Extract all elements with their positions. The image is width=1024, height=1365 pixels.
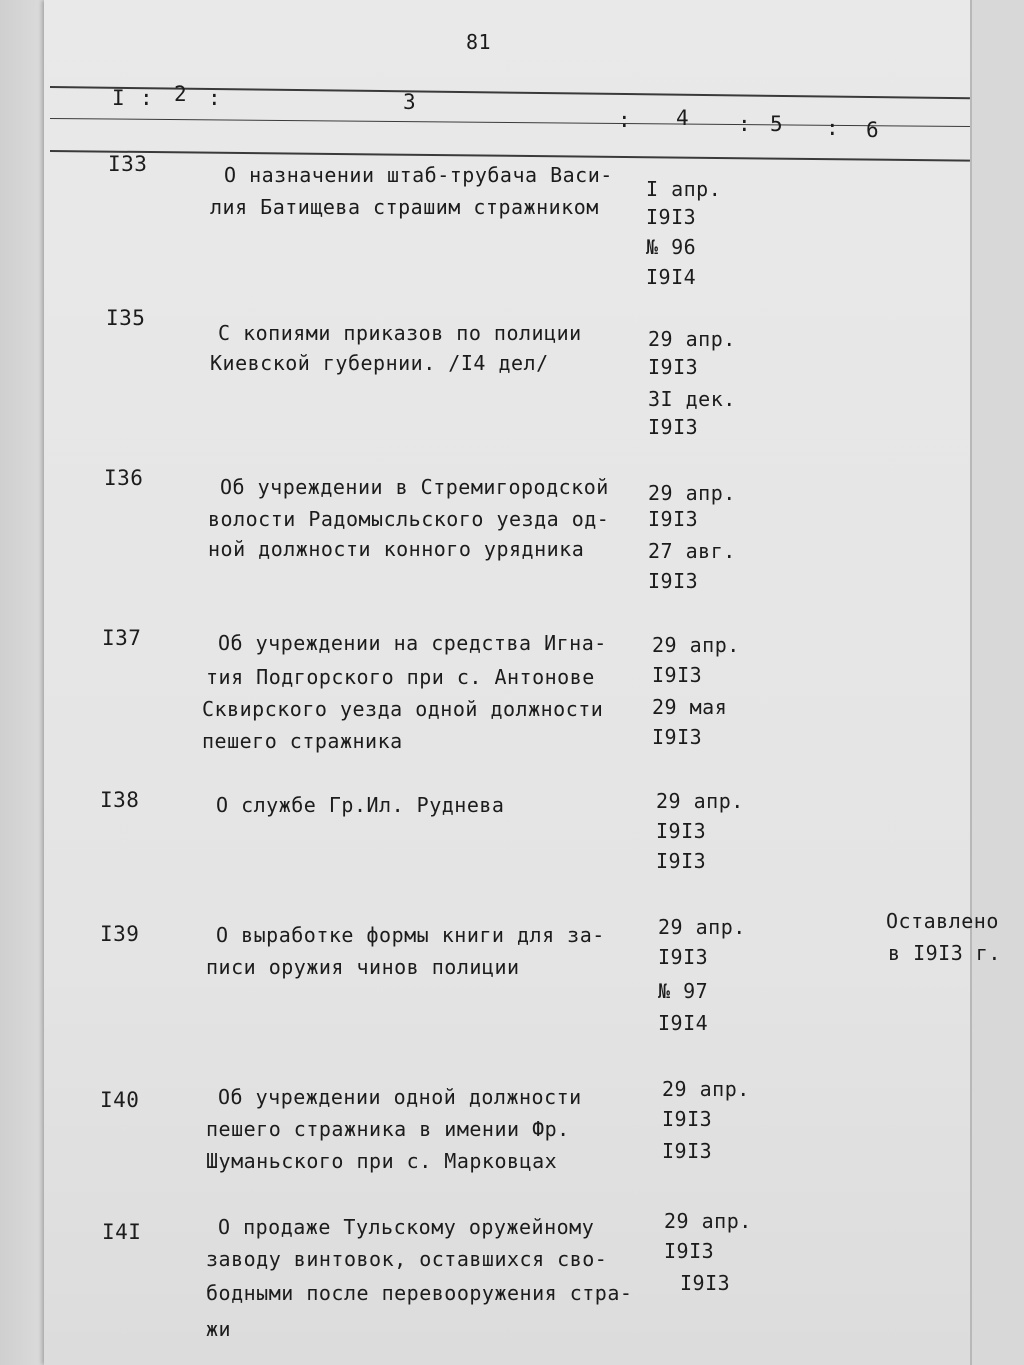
case-date-line: I9I3	[662, 1139, 713, 1163]
case-date-line: № 96	[646, 235, 697, 259]
case-title-line: тия Подгорского при с. Антонове	[206, 665, 595, 689]
case-date-line: 29 апр.	[656, 789, 744, 813]
case-number: I40	[100, 1088, 140, 1112]
case-date-line: № 97	[658, 979, 709, 1003]
case-title-line: Сквирского уезда одной должности	[202, 697, 604, 721]
column-header-6: 6	[866, 118, 880, 142]
case-date-line: 27 авг.	[648, 539, 736, 563]
case-note-line: Оставлено	[886, 909, 999, 933]
case-title-line: волости Радомысльского уезда од-	[208, 507, 610, 531]
column-header-5: 5	[770, 112, 784, 136]
case-title-line: лия Батищева страшим стражником	[210, 195, 599, 219]
case-date-line: 29 мая	[652, 695, 728, 719]
case-note-line: в I9I3 г.	[888, 941, 1001, 965]
case-number: I39	[100, 922, 140, 946]
case-date-line: I9I3	[656, 849, 707, 873]
case-title-line: С копиями приказов по полиции	[218, 321, 582, 345]
case-date-line: I9I3	[664, 1239, 715, 1263]
case-date-line: 29 апр.	[662, 1077, 750, 1101]
column-header-separator: :	[618, 108, 632, 132]
column-header-3: 3	[403, 90, 417, 114]
case-title-line: О назначении штаб-трубача Васи-	[224, 163, 613, 187]
case-number: I38	[100, 788, 140, 812]
case-date-line: 29 апр.	[648, 327, 736, 351]
case-date-line: I9I3	[652, 725, 703, 749]
case-date-line: I9I3	[648, 569, 699, 593]
case-number: I35	[106, 306, 146, 330]
case-date-line: I9I3	[648, 415, 699, 439]
case-date-line: I9I3	[662, 1107, 713, 1131]
case-date-line: I9I3	[648, 507, 699, 531]
next-page-edge	[970, 0, 1024, 1365]
column-header-separator: :	[208, 86, 222, 110]
case-date-line: I9I3	[652, 663, 703, 687]
case-title-line: писи оружия чинов полиции	[206, 955, 520, 979]
case-title-line: бодными после перевооружения стра-	[206, 1281, 633, 1305]
case-title-line: пешего стражника	[202, 729, 403, 753]
case-title-line: ной должности конного урядника	[208, 537, 585, 561]
case-title-line: Об учреждении в Стремигородской	[220, 475, 609, 499]
case-date-line: I9I4	[646, 265, 697, 289]
case-date-line: I9I3	[656, 819, 707, 843]
case-number: I4I	[102, 1220, 142, 1244]
column-header-4: 4	[676, 106, 690, 130]
case-title-line: заводу винтовок, оставшихся сво-	[206, 1247, 608, 1271]
case-title-line: О службе Гр.Ил. Руднева	[216, 793, 505, 817]
case-title-line: О выработке формы книги для за-	[216, 923, 605, 947]
case-date-line: I апр.	[646, 177, 722, 201]
case-title-line: пешего стражника в имении Фр.	[206, 1117, 570, 1141]
case-title-line: Шуманьского при с. Марковцах	[206, 1149, 558, 1173]
case-date-line: I9I3	[646, 205, 697, 229]
case-number: I33	[108, 152, 148, 176]
column-header-separator: :	[140, 86, 154, 110]
case-date-line: I9I4	[658, 1011, 709, 1035]
case-date-line: I9I3	[648, 355, 699, 379]
case-title-line: жи	[206, 1317, 232, 1341]
column-header-separator: :	[738, 112, 752, 136]
case-number: I36	[104, 466, 144, 490]
case-title-line: О продаже Тульскому оружейному	[218, 1215, 595, 1239]
case-title-line: Киевской губернии. /I4 дел/	[210, 351, 549, 375]
case-title-line: Об учреждении одной должности	[218, 1085, 582, 1109]
case-number: I37	[102, 626, 142, 650]
column-header-separator: :	[826, 116, 840, 140]
case-date-line: 3I дек.	[648, 387, 736, 411]
case-date-line: 29 апр.	[652, 633, 740, 657]
case-date-line: 29 апр.	[648, 481, 736, 505]
case-date-line: I9I3	[680, 1271, 731, 1295]
page-number: 81	[466, 30, 492, 54]
case-date-line: 29 апр.	[664, 1209, 752, 1233]
column-header-1: I	[112, 86, 126, 110]
case-date-line: 29 апр.	[658, 915, 746, 939]
column-header-2: 2	[174, 82, 188, 106]
case-title-line: Об учреждении на средства Игна-	[218, 631, 607, 655]
case-date-line: I9I3	[658, 945, 709, 969]
